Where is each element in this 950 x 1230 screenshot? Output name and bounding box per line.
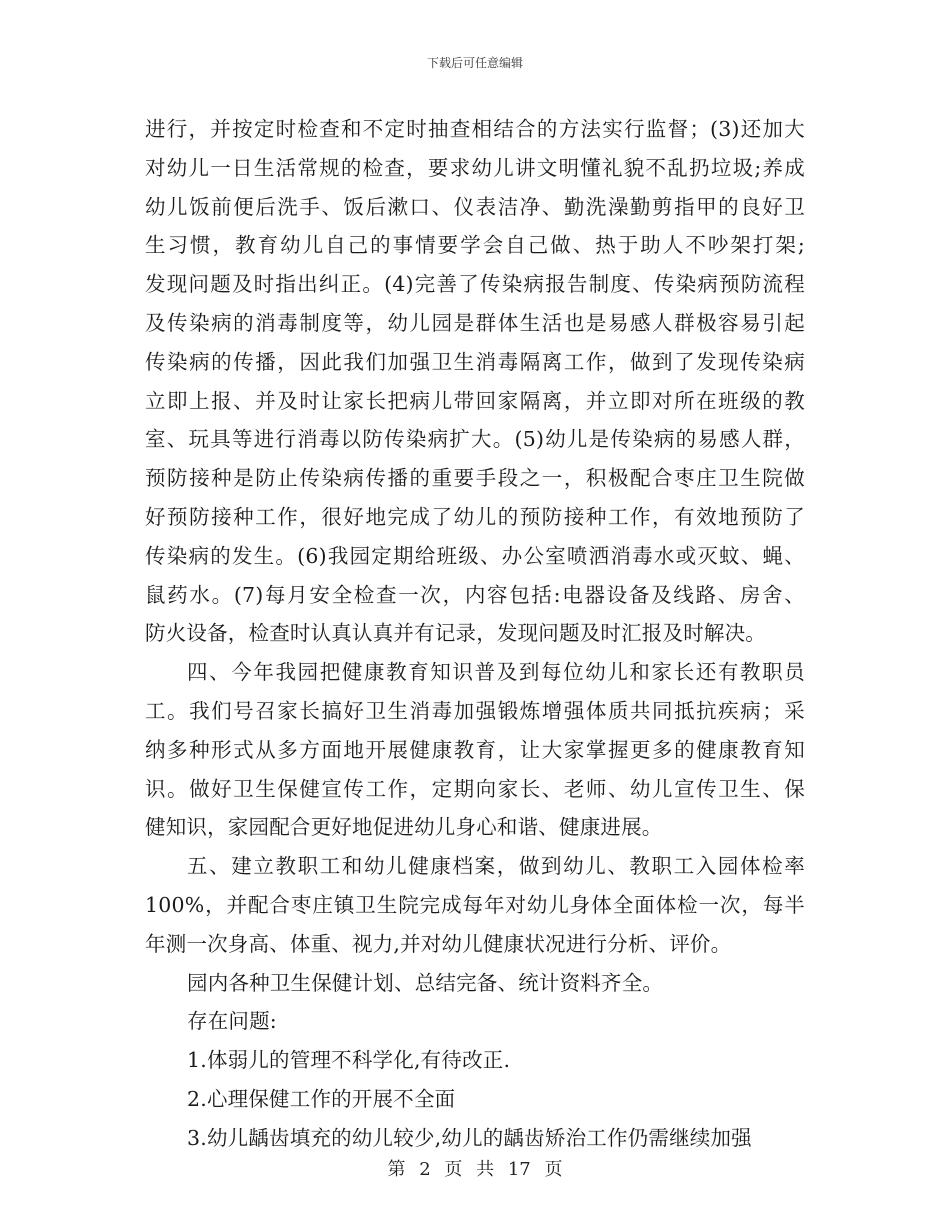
text-line: 年测一次身高、体重、视力,并对幼儿健康状况进行分析、评价。 xyxy=(145,931,732,956)
text-line: 100%，并配合枣庄镇卫生院完成每年对幼儿身体全面体检一次，每半 xyxy=(145,892,805,917)
text-line: 健知识，家园配合更好地促进幼儿身心和谐、健康进展。 xyxy=(145,815,663,840)
paragraph-health-education xyxy=(145,653,805,847)
text-line: 发现问题及时指出纠正。(4)完善了传染病报告制度、传染病预防流程 xyxy=(145,272,805,297)
paragraph-health-records xyxy=(145,847,805,963)
text-line: 传染病的发生。(6)我园定期给班级、办公室喷洒消毒水或灭蚊、蝇、 xyxy=(145,543,805,568)
paragraph-plans-complete xyxy=(145,964,805,1003)
text-line: 立即上报、并及时让家长把病儿带回家隔离，并立即对所在班级的教 xyxy=(145,388,805,413)
issue-item-1 xyxy=(145,1041,805,1080)
text-line: 工。我们号召家长搞好卫生消毒加强锻炼增强体质共同抵抗疾病；采 xyxy=(145,698,805,723)
document-body xyxy=(145,110,805,1158)
paragraph-issues-heading xyxy=(145,1002,805,1041)
text-line: 识。做好卫生保健宣传工作，定期向家长、老师、幼儿宣传卫生、保 xyxy=(145,776,805,801)
text-line: 好预防接种工作，很好地完成了幼儿的预防接种工作，有效地预防了 xyxy=(145,504,805,529)
text-line: 存在问题: xyxy=(187,1009,277,1034)
text-line: 及传染病的消毒制度等，幼儿园是群体生活也是易感人群极容易引起 xyxy=(145,310,805,335)
text-line: 纳多种形式从多方面地开展健康教育，让大家掌握更多的健康教育知 xyxy=(145,737,805,762)
text-line: 3.幼儿龋齿填充的幼儿较少,幼儿的龋齿矫治工作仍需继续加强 xyxy=(187,1125,752,1150)
text-line: 四、今年我园把健康教育知识普及到每位幼儿和家长还有教职员 xyxy=(187,660,805,685)
page-header: 下载后可任意编辑 xyxy=(426,56,523,70)
text-line: 五、建立教职工和幼儿健康档案，做到幼儿、教职工入园体检率 xyxy=(187,854,805,879)
text-line: 预防接种是防止传染病传播的重要手段之一，积极配合枣庄卫生院做 xyxy=(145,466,805,491)
text-line: 1.体弱儿的管理不科学化,有待改正. xyxy=(187,1048,511,1073)
text-line: 传染病的传播，因此我们加强卫生消毒隔离工作，做到了发现传染病 xyxy=(145,349,805,374)
issue-item-2 xyxy=(145,1080,805,1119)
text-line: 对幼儿一日生活常规的检查，要求幼儿讲文明懂礼貌不乱扔垃圾;养成 xyxy=(145,155,805,180)
text-line: 鼠药水。(7)每月安全检查一次，内容包括:电器设备及线路、房舍、 xyxy=(145,582,805,607)
text-line: 园内各种卫生保健计划、总结完备、统计资料齐全。 xyxy=(187,970,664,995)
text-line: 防火设备，检查时认真认真并有记录，发现问题及时汇报及时解决。 xyxy=(145,621,766,646)
text-line: 进行，并按定时检查和不定时抽查相结合的方法实行监督；(3)还加大 xyxy=(145,117,805,141)
paragraph-hygiene-measures xyxy=(145,110,805,653)
page-footer: 第 2 页 共 17 页 xyxy=(387,1159,563,1180)
text-line: 生习惯，教育幼儿自己的事情要学会自己做、热于助人不吵架打架; xyxy=(145,233,805,258)
text-line: 幼儿饭前便后洗手、饭后漱口、仪表洁净、勤洗澡勤剪指甲的良好卫 xyxy=(145,194,805,219)
issue-item-3 xyxy=(145,1119,805,1158)
text-line: 室、玩具等进行消毒以防传染病扩大。(5)幼儿是传染病的易感人群， xyxy=(145,427,805,452)
text-line: 2.心理保健工作的开展不全面 xyxy=(187,1086,456,1111)
